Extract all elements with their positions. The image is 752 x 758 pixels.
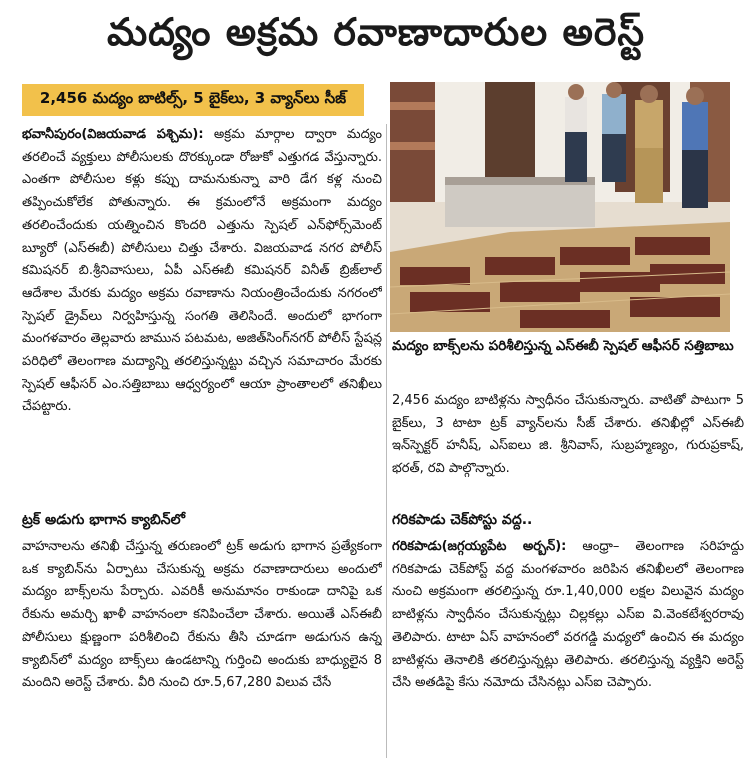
right-para-2-text: ఆంధ్రా– తెలంగాణ సరిహద్దు గరికపాడు చెక్‌పోస్ట్ వద్ద మంగళవారం జరిపిన తనిఖీలలో తెలంగాణ నుంచి అక్రమంగా తరలిస్తున్న రూ.1,40,000 లక్షల విలువైన మద్యం బాటిళ్లను స్వాధీనం చేసుకున్నట్లు చిల్లకల్లు ఎస్ఐ వి.వెంకటేశ్వరరావు తెలిపారు. టాటా ఏస్ వాహనంలో వరగడ్డి మధ్యలో ఉంచిన ఈ మద్యం బాటిళ్లను తెనాలికి తరలిస్తున్నట్లు తెలిపారు. తరలిస్తున్న వ్యక్తిని అరెస్ట్ చేసి అతడిపై కేసు నమోదు చేసినట్లు ఎస్ఐ చెప్పారు. xyxy=(392,539,744,691)
headline: మద్యం అక్రమ రవాణాదారుల అరెస్ట్ xyxy=(106,10,646,54)
left-para-1-text: అక్రమ మార్గాల ద్వారా మద్యం తరలించే వ్యక్తులు పోలీసులకు దొరక్కుండా రోజుకో ఎత్తుగడ వేస్తున్నారు. ఎంతగా పోలీసుల కళ్లు కప్పు దామనుకున్నా వారి డేగ కళ్ల నుంచి తప్పించుకోలేక పోతున్నారు. ఈ క్రమంలోనే అక్రమంగా మద్యం తరలించేందుకు యత్నించిన కొందరి ఎత్తును స్పెషల్ ఎన్‌ఫోర్స్‌మెంట్ బ్యూరో (ఎస్‌ఈబీ) పోలీసులు చిత్తు చేశారు. విజయవాడ నగర పోలీస్ కమిషనర్ బి.శ్రీనివాసులు, ఏపీ ఎస్‌ఈబీ కమిషనర్ వినీత్ బ్రిజ్‌లాల్ ఆదేశాల మేరకు మద్యం అక్రమ రవాణాను నియంత్రించేందుకు నగరంలో స్పెషల్ డ్రైవ్‌లు నిర్వహిస్తున్న సంగతి తెలిసిందే. అందులో భాగంగా మంగళవారం తెల్లవారు జామున పటమట, అజిత్‌సింగ్‌నగర్ పోలీస్ స్టేషన్ల పరిధిలో తెలంగాణ మద్యాన్ని తరలిస్తున్నట్టు వచ్చిన సమాచారం మేరకు స్పెషల్ ఆఫీసర్ ఎం.సత్తిబాబు ఆధ్వర్యంలో ఆయా ప్రాంతాలలో తనిఖీలు చేపట్టారు. xyxy=(22,127,382,415)
photo-illustration xyxy=(390,82,730,332)
subhead-banner: 2,456 మద్యం బాటిల్స్, 5 బైక్‌లు, 3 వ్యాన్‌లు సీజ్ xyxy=(22,84,364,116)
photo-caption: మద్యం బాక్స్‌లను పరిశీలిస్తున్న ఎస్‌ఈబీ స్పెషల్ ఆఫీసర్ సత్తిబాబు xyxy=(392,338,734,354)
column-divider xyxy=(386,124,387,758)
dateline-left: భవానీపురం(విజయవాడ పశ్చిమ): xyxy=(22,127,204,142)
left-para-2: వాహనాలను తనిఖీ చేస్తున్న తరుణంలో ట్రక్ అడుగు భాగాన ప్రత్యేకంగా ఒక క్యాబిన్‌ను ఏర్పాటు చేసుకున్న అక్రమ రవాణాదారులు అందులో మద్యం బాక్స్‌లను పేర్చారు. ఎవరికీ అనుమానం రాకుండా దానిపై ఒక రేకును అమర్చి ఖాళీ వాహనంలా కనిపించేలా చేశారు. అయితే ఎస్‌ఈబీ పోలీసులు క్షుణ్ణంగా పరిశీలించి రేకును తీసి చూడగా అడుగున ఉన్న క్యాబిన్‌లో మద్యం బాక్స్‌లు ఉండటాన్ని గుర్తించి అందుకు బాధ్యులైన 8 మందిని అరెస్ట్ చేశారు. వీరి నుంచి రూ.5,67,280 విలువ చేసే xyxy=(22,539,382,691)
dateline-right: గరికపాడు(జగ్గయ్యపేట అర్బన్): xyxy=(392,539,567,554)
right-subheading: గరికపాడు చెక్‌పోస్టు వద్ద.. xyxy=(392,512,533,528)
left-para-1 xyxy=(22,124,382,419)
left-column-body-2 xyxy=(22,536,382,758)
right-para-1: 2,456 మద్యం బాటిళ్లను స్వాధీనం చేసుకున్నారు. వాటితో పాటుగా 5 బైక్‌లు, 3 టాటా ట్రక్ వ్యాన్‌లను సీజ్ చేశారు. తనిఖీల్లో ఎస్‌ఈబీ ఇన్‌స్పెక్టర్ హనీష్, ఎస్‌ఐలు జి. శ్రీనివాస్, సుబ్రహ్మణ్యం, గురుప్రకాష్, భరత్, రవి పాల్గొన్నారు. xyxy=(392,393,744,477)
right-para-2 xyxy=(392,536,744,695)
right-column-body xyxy=(392,390,744,508)
left-column-body xyxy=(22,124,382,508)
right-column-body-2 xyxy=(392,536,744,758)
news-photo xyxy=(390,82,730,332)
left-subheading: ట్రక్ అడుగు భాగాన క్యాబిన్‌లో xyxy=(22,512,186,528)
